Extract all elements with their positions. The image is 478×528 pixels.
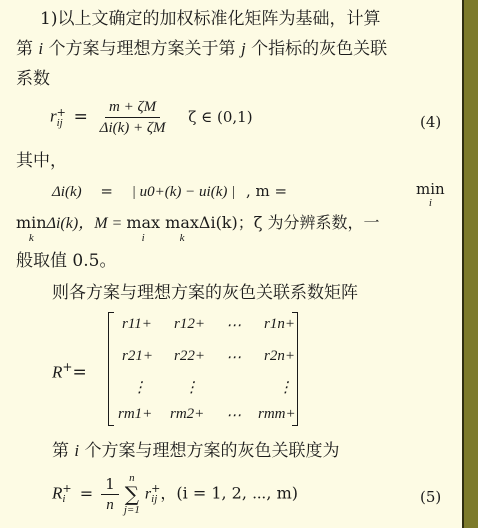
para1-line3: 系数	[16, 69, 50, 89]
matrix-cell: r11+	[122, 316, 152, 332]
min-operator: min i	[416, 180, 445, 209]
matrix-left-bracket	[108, 312, 114, 426]
matrix-cell: r12+	[174, 316, 205, 332]
matrix-cell: r1n+	[264, 316, 295, 332]
matrix-cell: r21+	[122, 348, 153, 364]
summation-symbol: n ∑ j=1	[123, 472, 140, 516]
eq4-denominator: Δi(k) + ζM	[99, 120, 166, 136]
matrix-cell: r22+	[174, 348, 205, 364]
matrix-intro: 则各方案与理想方案的灰色关联系数矩阵	[52, 283, 358, 303]
para1-line1: 1)以上文确定的加权标准化矩阵为基础，计算	[40, 9, 381, 29]
qizhong-label: 其中，	[16, 151, 67, 171]
eq4-numerator: m + ζM	[105, 98, 160, 118]
matrix-cell: ⋮	[278, 380, 293, 396]
equation-5-number: (5)	[420, 488, 442, 506]
matrix-cell: ⋯	[226, 408, 241, 424]
equation-4-number: (4)	[420, 113, 442, 131]
matrix-lhs: R+=	[52, 360, 87, 383]
matrix-cell: rm1+	[118, 406, 153, 422]
matrix-cell: ⋮	[184, 380, 199, 396]
eq4-condition: ζ ∈ (0,1)	[188, 107, 253, 126]
equation-5: R+ i = $\frac{1}{n}$ n ∑ j=1 r+ ij ，(i = 1, 2, ⋯, m)	[52, 472, 299, 516]
def-line1: Δi(k) = | u0+(k) − ui(k) | , m =	[52, 182, 288, 200]
matrix-cell: ⋯	[226, 318, 241, 334]
matrix-cell: r2n+	[264, 348, 295, 364]
matrix-cell: rmm+	[258, 406, 296, 422]
matrix-cell: ⋯	[226, 350, 241, 366]
def-line3: 般取值 0.5。	[16, 251, 117, 271]
page-edge-border	[462, 0, 478, 528]
degree-intro: 第 i 个方案与理想方案的灰色关联度为	[52, 441, 340, 461]
matrix-cell: rm2+	[170, 406, 205, 422]
def-line2: min k Δi(k)，M = max i max k Δi(k)；ζ 为分辨系数，一	[16, 213, 380, 244]
equation-4: r+ ij = $\frac{m + \zeta M}{\Delta i(k) + \zeta M}$ ζ ∈ (0,1)	[50, 99, 253, 136]
para1-line2: 第 i 个方案与理想方案关于第 j 个指标的灰色关联	[16, 39, 388, 59]
matrix-cell: ⋮	[132, 380, 147, 396]
